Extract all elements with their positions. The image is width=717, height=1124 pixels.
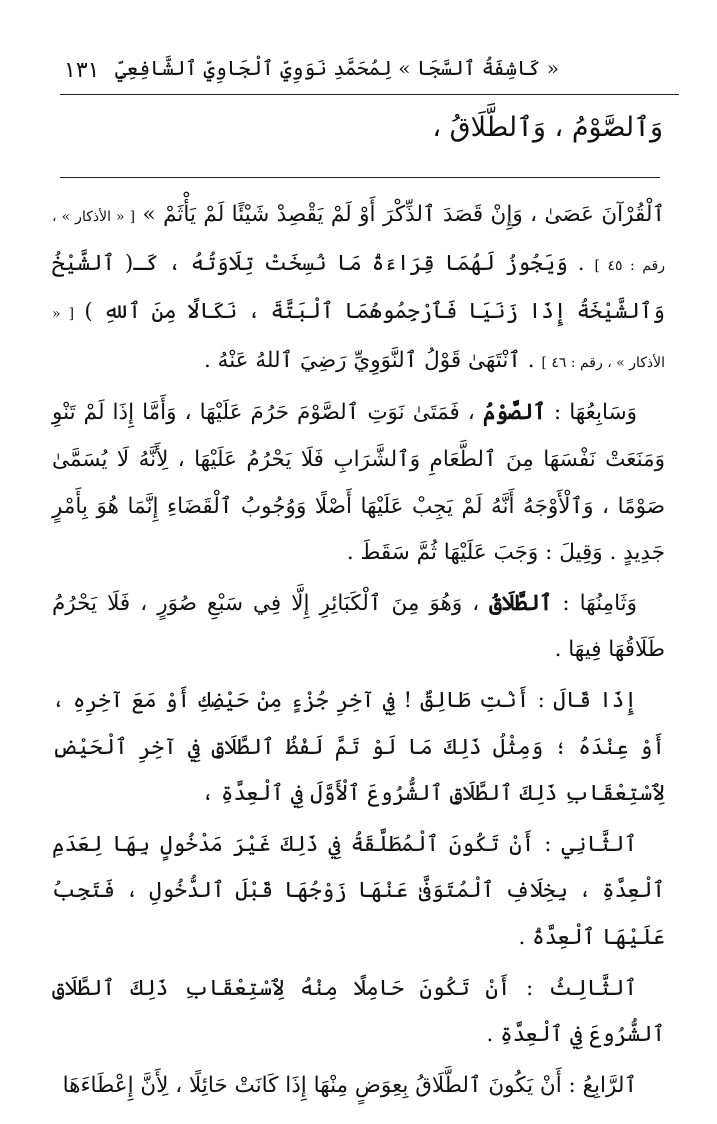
paragraph-lead: وَثَامِنُهَا : bbox=[552, 590, 637, 616]
paragraph-text: ، فَمَتَىٰ نَوَتِ ٱلصَّوْمَ حَرُمَ عَلَيْهَا ، وَأَمَّا إِذَا لَمْ تَنْوِ وَمَنَعَتْ نَفْسَهَا مِنَ ٱلطَّعَامِ وَٱلشَّرَابِ فَلَا يَحْرُمُ عَلَيْهَا ، لِأَنَّهُ لَا يُسَمَّىٰ صَوْمًا ، وَٱلْأَوْجَهُ أَنَّهُ لَمْ يَجِبْ عَلَيْهَا أَصْلًا وَوُجُوبُ ٱلْقَضَاءِ إِنَّمَا هُوَ بِأَمْرٍ جَدِيدٍ . وَقِيلَ : وَجَبَ عَلَيْهَا ثُمَّ سَقَطَ . bbox=[52, 400, 665, 566]
paragraph-first-case: إِذَا قَالَ : أَنْتِ طَالِقٌ ! فِي آخِرِ جُزْءٍ مِنْ حَيْضِكِ أَوْ مَعَ آخِرِهِ ، أَوْ عِنْدَهُ ؛ وَمِثْلُ ذَلِكَ مَا لَوْ تَمَّ لَفْظُ ٱلطَّلَاقِ فِي آخِرِ ٱلْحَيْضِ لِٱسْتِعْقَابِ ذَلِكَ ٱلطَّلَاقِ ٱلشُّرُوعَ ٱلْأَوَّلَ فِي ٱلْعِدَّةِ ، bbox=[52, 687, 665, 807]
page-header bbox=[60, 42, 679, 95]
separator-rule bbox=[60, 177, 660, 178]
running-title: « كَاشِفَةُ ٱلسَّجَا » لِمُحَمَّدِ نَوَوِيِّ ٱلْجَاوِيِّ ٱلشَّافِعِيِّ bbox=[115, 56, 559, 80]
paragraph-term: ٱلطَّلَاقُ bbox=[489, 590, 553, 616]
paragraph-seventh bbox=[52, 390, 665, 576]
paragraph-fourth-case: ٱلرَّابِعُ : أَنْ يَكُونَ ٱلطَّلَاقُ بِعِوَضٍ مِنْهَا إِذَا كَانَتْ حَائِلًا ، لِأَنَّ إِعْطَاءَهَا bbox=[62, 1072, 637, 1098]
footnote-paragraph bbox=[52, 192, 665, 386]
footnote-text-1: ٱلْقُرْآنَ عَصَىٰ ، وَإِنْ قَصَدَ ٱلذِّكْرَ أَوْ لَمْ يَقْصِدْ شَيْئًا لَمْ يَأْثَمْ » bbox=[135, 202, 665, 227]
main-text bbox=[52, 192, 665, 1113]
footnote-continuation-heading: وَٱلصَّوْمُ ، وَٱلطَّلَاقُ ، bbox=[432, 112, 663, 143]
footnote-text-3: . ٱنْتَهَىٰ قَوْلُ ٱلنَّوَوِيِّ رَضِيَ ٱللهُ عَنْهُ . bbox=[204, 347, 542, 373]
paragraph-third-case: ٱلثَّالِثُ : أَنْ تَكُونَ حَامِلًا مِنْهُ لِٱسْتِعْقَابِ ذَلِكَ ٱلطَّلَاقِ ٱلشُّرُوعَ فِي ٱلْعِدَّةِ . bbox=[52, 975, 665, 1048]
reference-note-1: [ « الأذكار » ، رقم : ٤٥ ] bbox=[52, 209, 666, 274]
reference-note-2: [ « الأذكار » ، رقم : ٤٦ ] bbox=[52, 306, 665, 371]
footnote-text-2: . وَيَجُوزُ لَهُمَا قِرَاءَةُ مَا نُسِخَتْ تِلَاوَتُهُ ، كَـ( ٱلشَّيْخُ وَٱلشَّيْخَةُ إِذَا زَنَيَا فَٱرْجِمُوهُمَا ٱلْبَتَّةَ ، نَكَالًا مِنَ ٱللهِ ) bbox=[52, 250, 665, 325]
paragraph-lead: وَسَابِعُهَا : bbox=[545, 400, 637, 426]
page-number: ١٣١ bbox=[64, 58, 100, 83]
paragraph-term: ٱلصَّوْمُ bbox=[482, 400, 546, 426]
paragraph-text: ، وَهُوَ مِنَ ٱلْكَبَائِرِ إِلَّا فِي سَبْعِ صُوَرٍ ، فَلَا يَحْرُمُ طَلَاقُهَا فِيهَا . bbox=[52, 590, 665, 663]
paragraph-second-case: ٱلثَّانِي : أَنْ تَكُونَ ٱلْمُطَلَّقَةُ فِي ذَلِكَ غَيْرَ مَدْخُولٍ بِهَا لِعَدَمِ ٱلْعِدَّةِ ، بِخِلَافِ ٱلْمُتَوَفَّىٰ عَنْهَا زَوْجُهَا قَبْلَ ٱلدُّخُولِ ، فَتَجِبُ عَلَيْهَا ٱلْعِدَّةُ . bbox=[52, 831, 665, 950]
paragraph-eighth bbox=[52, 581, 665, 674]
